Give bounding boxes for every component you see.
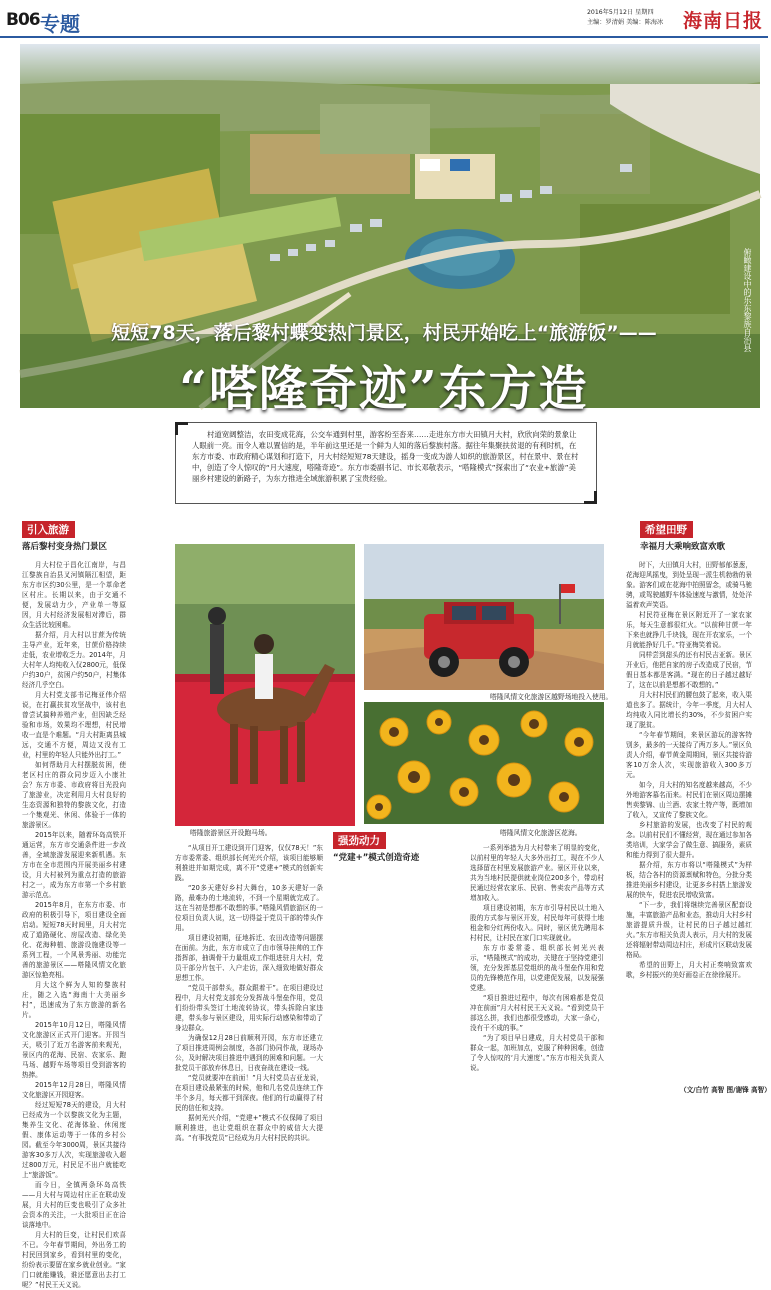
section-head-2 [333, 829, 419, 863]
flower-photo-caption: 嗒隆风情文化旅游区花海。 [500, 829, 582, 837]
column-4 [626, 560, 752, 1080]
lead-box [175, 422, 597, 504]
paragraph: 时下，大田镇月大村，田野郁郁葱葱，花海迎风摇曳，到处呈现一派生机勃勃的景象。游客们或在花海中拍照留念，或骑马驰骋，或驾驶越野车体验速度与激情，处处洋溢着欢声笑语。 [626, 561, 752, 609]
paragraph: 2015年10月12日，嗒隆风情文化旅游区正式开门迎客。开园当天，吸引了近万名游客前来观光，景区内的花海、民宿、农家乐、跑马场、越野车场等项目受到游客的热捧。 [22, 1021, 126, 1079]
paragraph: 据介绍，东方市将以“嗒隆模式”为样板，结合各村的资源禀赋和特色，分批分类推进美丽乡村建设，让更多乡村搭上旅游发展的快车，促进农民增收致富。 [626, 861, 752, 899]
flower-sea-photo [364, 702, 604, 824]
article-headline: “嗒隆奇迹”东方造 [179, 361, 589, 417]
paragraph: “20多天建好乡村大舞台，10多天建好一条路，最难办的土地流转，不到一个星期就完成了。这在当初是想都不敢想的事。”嗒隆风情旅游区的一位项目负责人说，这一切得益于党员干部的带头作用。 [175, 884, 323, 932]
newspaper-logo: 海南日报 [683, 10, 764, 32]
section-head-1 [22, 518, 107, 552]
section-tag: 希望田野 [640, 521, 693, 538]
paragraph: 同样尝到甜头的还有村民吉亚新。景区开业后，他把自家的房子改造成了民宿，节假日基本都是客满。“现在的日子越过越好了，这在以前是想都不敢想的。” [626, 651, 752, 689]
paragraph: 一系列举措为月大村带来了明显的变化，以前村里的年轻人大多外出打工，现在不少人选择留在村里发展旅游产业。景区开业以来，共为当地村民提供就业岗位200多个，带动村民通过经营农家乐、民宿、售卖农产品等方式增加收入。 [470, 844, 604, 902]
hero-caption: 俯瞰建设中的乐东黎族自治县 [743, 248, 752, 352]
column-1 [22, 560, 126, 1289]
lead-text: 村道宽阔整洁，农田变成花海，公交车通到村里，游客纷至沓来……走进东方市大田镇月大村，欣欣向荣的景象让人眼前一亮。而令人难以置信的是，半年前这里还是一个鲜为人知的落后黎族村落。据往年集聚扶贫退的有利时机，在东方市委、市政府精心谋划和打造下，月大村经短短78天建设，摇身一变成为游人如织的旅游景区，村在景中、景在村中，创造了令人惊叹的“月大速度，嗒隆奇迹”。东方市委副书记、市长邓敬表示，“嗒隆模式”探索出了“农业+旅游”美丽乡村建设的新路子，为东方推进全域旅游积累了宝贵经验。 [192, 430, 579, 483]
section-tag: 引入旅游 [22, 521, 75, 538]
horse-riding-illustration [175, 544, 355, 826]
section-subhead: 落后黎村变身热门景区 [22, 542, 108, 552]
paragraph: 东方市委常委、组织部长何光兴表示，“嗒隆模式”的成功，关键在于坚持党建引领，充分发挥基层党组织的战斗堡垒作用和党员的先锋模范作用，以党建促发展，以发展强党建。 [470, 944, 604, 992]
offroad-car-photo [364, 544, 604, 690]
offroad-car-illustration [364, 544, 604, 690]
section-tag: 强劲动力 [333, 832, 386, 849]
lead-corner-top [175, 422, 188, 435]
paragraph: “党员就要冲在前面！”月大村党员吉亚龙说，在项目建设最紧张的时候，他和几名党员连续工作半个多月，每天都干到深夜。他们的行动赢得了村民的信任和支持。 [175, 1074, 323, 1112]
column-3 [470, 843, 604, 1088]
header-rule [0, 36, 768, 38]
paragraph: 2015年以来，随着环岛高铁开通运营，东方市交通条件进一步改善，全域旅游发展迎来新机遇。东方市在全市范围内开展美丽乡村建设，月大村被列为重点打造的旅游村之一，成为东方市第一个乡村旅游示范点。 [22, 831, 126, 899]
paragraph: 希望的田野上，月大村正奏响致富欢歌，乡村振兴的美好画卷正在徐徐展开。 [626, 961, 752, 979]
sunflower-illustration [364, 702, 604, 824]
date-line: 2016年5月12日 星期四 [587, 9, 654, 16]
lead-corner-bottom [584, 491, 597, 504]
paragraph: 而今日，全镇两条环岛高铁——月大村与周边村庄正在联动发展，月大村的巨变也吸引了众多社会资本的关注，一大批项目正在洽谈落地中。 [22, 1181, 126, 1229]
paragraph: 2015年12月28日，嗒隆风情文化旅游区开园迎客。 [22, 1081, 126, 1099]
page-header [0, 0, 768, 40]
paragraph: 月大村党支部书记梅亚伟介绍说，在打赢扶贫攻坚战中，该村也曾尝试搞种养殖产业，但因缺乏经验和市场，效果均不理想，村民增收一直是个难题。“月大村距离县城远，交通不方便，周边又没有工业，村里的年轻人只能外出打工。” [22, 691, 126, 759]
paragraph: 经过短短78天的建设，月大村已经成为一个以黎族文化为主题，集养生文化、花海体验、休闲度假、康体运动等于一体的乡村公园。截至今年3000周，景区共接待游客30多万人次，实现旅游收入超过800万元，村民足不出户就能吃上“旅游饭”。 [22, 1101, 126, 1179]
car-photo-caption: 嗒隆风情文化旅游区越野场地投入使用。 [490, 693, 613, 701]
paragraph: “党员干部带头，群众跟着干”。在项目建设过程中，月大村党支部充分发挥战斗堡垒作用，党员们纷纷带头签订土地流转协议，带头拆除自家违建，带头参与景区建设，用实际行动感染和带动了身边群众。 [175, 984, 323, 1032]
paragraph: 项目建设初期，东方市引导村民以土地入股的方式参与景区开发，村民每年可获得土地租金和分红两份收入。同时，景区优先聘用本村村民，让村民在家门口实现就业。 [470, 904, 604, 942]
paragraph: 月大这个鲜为人知的黎族村庄，随之入选“海南十大美丽乡村”，迅速成为了东方旅游的新名片。 [22, 981, 126, 1019]
paragraph: 2015年8月，在东方市委、市政府的积极引导下，项目建设全面启动。短短78天时间里，月大村完成了道路硬化、房屋改造、绿化美化、花海种植、旅游设施建设等一系列工程，一个风景秀丽、功能完善的旅游景区——嗒隆风情文化旅游区惊艳亮相。 [22, 901, 126, 979]
paragraph: 月大村村民们的腰包鼓了起来，收入渠道也多了。据统计，今年一季度，月大村人均纯收入同比增长约30%，不少贫困户实现了脱贫。 [626, 691, 752, 729]
paragraph: 为确保12月28日前顺利开园，东方市还建立了项目推进周例会制度，各部门协同作战，现场办公，及时解决项目推进中遇到的困难和问题。一大批党员干部放弃休息日，日夜奋战在建设一线。 [175, 1034, 323, 1072]
paragraph: “项目推进过程中，每次有困难都是党员冲在前面”月大村村民王天义说。“看到党员干部这么拼，我们也都很受感动，大家一条心，没有干不成的事。” [470, 994, 604, 1032]
paragraph: 如今，月大村的知名度越来越高，不少外地游客慕名而来。村民们在景区周边摆摊售卖黎锦、山兰酒、农家土特产等，既增加了收入，又宣传了黎族文化。 [626, 781, 752, 819]
header-meta [587, 8, 663, 28]
article-subtitle: 短短78天，落后黎村蝶变热门景区，村民开始吃上“旅游饭”—— [111, 322, 657, 344]
paragraph: 如何帮助月大村摆脱贫困，使老区村庄的群众同步迈入小康社会？东方市委、市政府将目光投向了旅游业，决定利用月大村良好的生态资源和独特的黎族文化，打造一个集观光、休闲、体验于一体的旅游景区。 [22, 761, 126, 829]
horse-photo [175, 544, 355, 826]
page-number: B06 [6, 10, 40, 30]
editor-line: 主编：罗清娟 美编：陈海冰 [587, 19, 664, 26]
paragraph: 项目建设初期，征地拆迁、农田改造等问题摆在面前。为此，东方市成立了由市领导挂帅的工作指挥部，抽调骨干力量组成工作组进驻月大村，党员干部分片包干、入户走访，深入细致地做好群众思想工作。 [175, 934, 323, 982]
paragraph: 月大村的巨变，让村民们欢喜不已。今年春节期间，外出务工的村民回到家乡，看到村里的变化，纷纷表示要留在家乡就业创业。“家门口就能赚钱，谁还愿意出去打工呢？”村民王天义说。 [22, 1231, 126, 1289]
section-title: 专题 [40, 12, 80, 36]
horse-photo-caption: 嗒隆旅游景区开设跑马场。 [190, 829, 272, 837]
paragraph: 村民符亚梅在景区附近开了一家农家乐，每天生意都很红火。“以前种甘蔗一年下来也就挣几千块钱，现在开农家乐，一个月就能挣好几千。”符亚梅笑着说。 [626, 611, 752, 649]
paragraph: 据何光兴介绍，“党建+”模式不仅保障了项目顺利推进，也让党组织在群众中的威信大大提高。“有事找党员”已经成为月大村村民的共识。 [175, 1114, 323, 1142]
section-subhead: 幸福月大乘响致富欢歌 [640, 542, 726, 552]
paragraph: “今年春节期间，来景区游玩的游客特别多，最多的一天接待了两万多人。”景区负责人介绍，春节黄金周期间，景区共接待游客10万余人次，实现旅游收入300多万元。 [626, 731, 752, 779]
paragraph: 月大村位于昌化江南岸，与昌江黎族自治县叉河镇隔江相望，距东方市区约30公里，是一个革命老区村庄。长期以来，由于交通不便，发展动力少，产业单一等原因，月大村经济发展相对滞后，群众生活比较困难。 [22, 561, 126, 629]
section-subhead: “党建+”模式创造奇迹 [333, 853, 420, 863]
column-2 [175, 843, 323, 1142]
paragraph: 据介绍，月大村以甘蔗为传统主导产业，近年来，甘蔗价格持续走低，农业增收乏力。2014年，月大村年人均纯收入仅2800元，低保户约30户，贫困户约50户，村集体经济几乎空白。 [22, 631, 126, 689]
paragraph: “从项目开工建设到开门迎客，仅仅78天！”东方市委常委、组织部长何光兴介绍，该项目能够顺利推进并如期完成，离不开“党建+”模式的创新实践。 [175, 844, 323, 882]
paragraph: “为了项目早日建成，月大村党员干部和群众一起，加班加点，克服了种种困难，创造了令人惊叹的‘月大速度’。”东方市相关负责人说。 [470, 1034, 604, 1072]
paragraph: “下一步，我们将继续完善景区配套设施，丰富旅游产品和业态，推动月大村乡村旅游提质升级，让村民的日子越过越红火。”东方市相关负责人表示，月大村的发展还将辐射带动周边村庄，形成片区联动发展格局。 [626, 901, 752, 959]
byline: （文/白竹 高智 图/谢锋 高智） [680, 1086, 771, 1094]
section-head-3 [640, 518, 725, 552]
paragraph: 乡村旅游的发展，也改变了村民的观念。以前村民们不懂经营，现在通过参加各类培训，大家学会了做生意、搞服务，素质和能力得到了很大提升。 [626, 821, 752, 859]
